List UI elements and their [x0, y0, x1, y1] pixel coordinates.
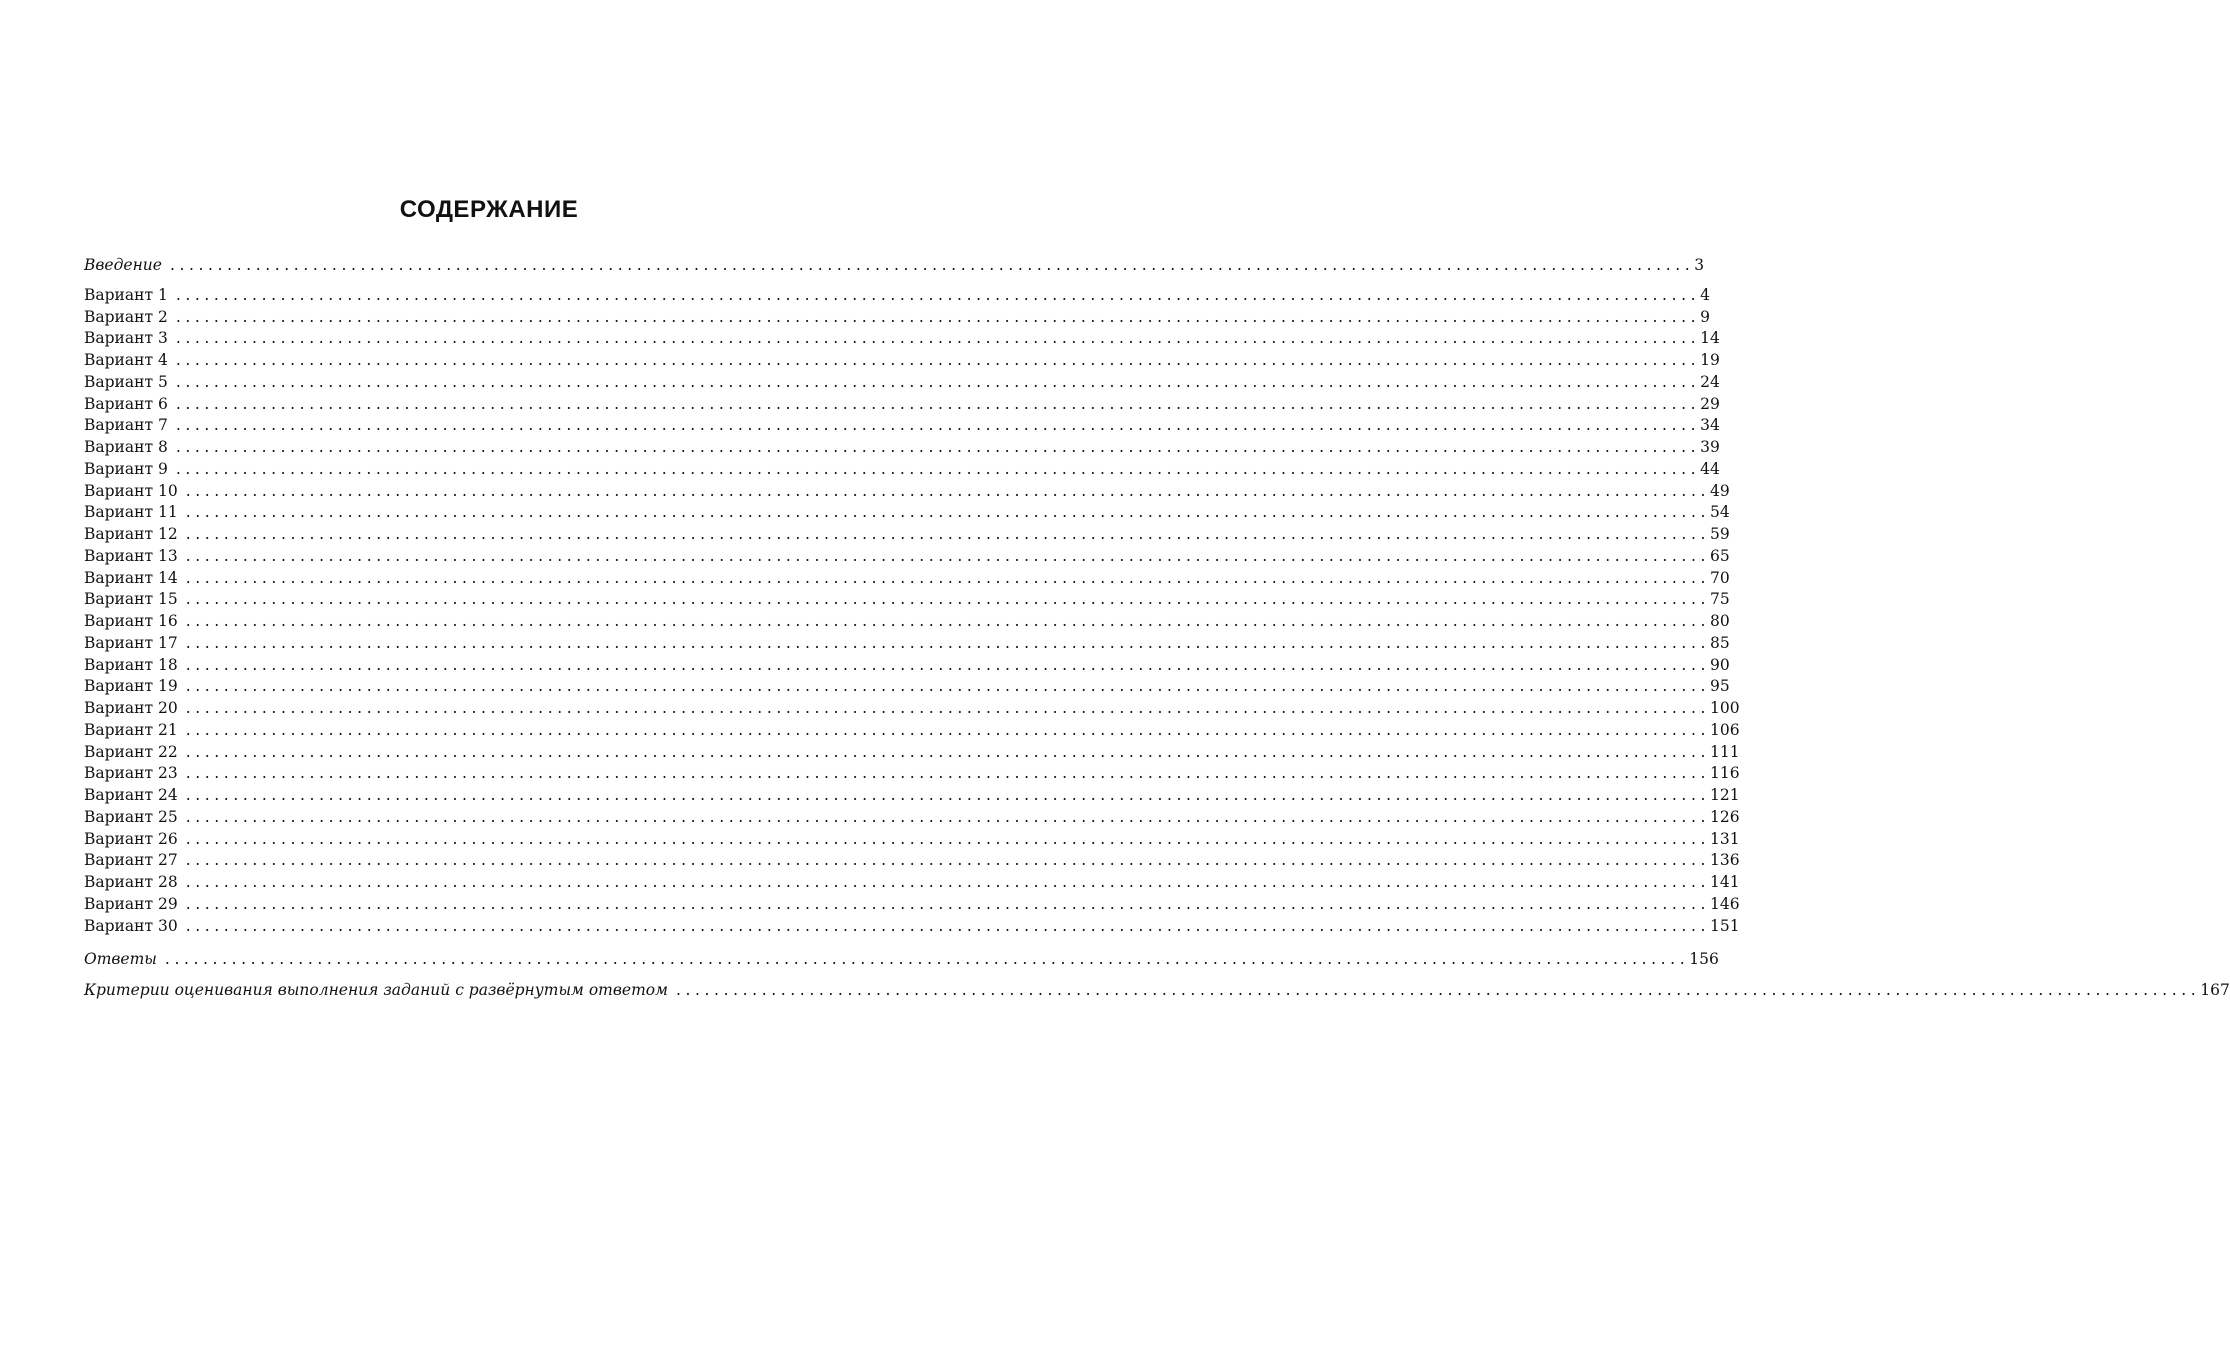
toc-entry-page: 167: [2200, 981, 2230, 999]
toc-entry-page: 90: [1710, 655, 1730, 674]
toc-entry-variant[interactable]: [84, 720, 1740, 742]
toc-entry-variant[interactable]: [84, 459, 1720, 481]
toc-entry-variant[interactable]: [84, 785, 1740, 807]
toc-entry-intro[interactable]: [84, 255, 1705, 277]
dot-leader: ................................................................................................................................................................: [185, 655, 1711, 674]
toc-entry-label: Вариант 4: [84, 351, 168, 369]
toc-entry-criteria[interactable]: [84, 980, 2230, 1002]
dot-leader: ................................................................................................................................................................: [185, 786, 1711, 804]
dot-leader: ................................................................................................................................................................: [175, 329, 1701, 348]
dot-leader: ................................................................................................................................................................: [185, 525, 1711, 543]
toc-entry-page: 24: [1700, 372, 1720, 391]
toc-entry-variant[interactable]: [84, 850, 1740, 872]
toc-entry-label: Вариант 20: [84, 699, 178, 717]
dot-leader: ................................................................................................................................................................: [175, 438, 1701, 456]
toc-entry-label: Вариант 8: [84, 438, 168, 456]
toc-entry-variant[interactable]: [84, 350, 1720, 372]
toc-entry-variant[interactable]: [84, 829, 1740, 851]
variant-list: [84, 285, 1740, 938]
toc-entry-variant[interactable]: [84, 872, 1740, 894]
toc-entry-label: Вариант 28: [84, 873, 178, 891]
toc-entry-variant[interactable]: [84, 698, 1740, 720]
toc-entry-variant[interactable]: [84, 415, 1720, 437]
page-title: СОДЕРЖАНИЕ: [399, 196, 579, 224]
toc-entry-page: 131: [1710, 829, 1740, 848]
toc-entry-label: Вариант 7: [84, 416, 168, 435]
toc-entry-variant[interactable]: [84, 394, 1720, 416]
toc-entry-label: Вариант 14: [84, 568, 178, 587]
toc-entry-page: 75: [1710, 590, 1730, 609]
toc-entry-variant[interactable]: [84, 676, 1730, 698]
toc-entry-label: Вариант 15: [84, 590, 178, 609]
toc-entry-page: 116: [1710, 764, 1740, 783]
toc-entry-label: Ответы: [84, 950, 157, 969]
toc-entry-label: Вариант 26: [84, 829, 178, 848]
toc-entry-page: 70: [1710, 568, 1730, 587]
toc-entry-label: Вариант 17: [84, 633, 178, 652]
toc-entry-page: 100: [1710, 699, 1740, 717]
toc-entry-label: Вариант 10: [84, 481, 178, 500]
dot-leader: ................................................................................................................................................................: [185, 677, 1711, 696]
toc-entry-variant[interactable]: [84, 611, 1730, 633]
dot-leader: ................................................................................................................................................................: [185, 873, 1711, 891]
toc-entry-variant[interactable]: [84, 546, 1730, 568]
toc-entry-label: Вариант 24: [84, 786, 178, 804]
toc-entry-label: Введение: [84, 256, 162, 274]
dot-leader: ................................................................................................................................................................: [185, 568, 1711, 587]
toc-entry-label: Вариант 30: [84, 916, 178, 935]
toc-entry-variant[interactable]: [84, 742, 1740, 764]
toc-entry-page: 59: [1710, 525, 1730, 543]
table-of-contents: [84, 255, 2230, 1002]
toc-entry-page: 80: [1710, 612, 1730, 630]
dot-leader: ................................................................................................................................................................: [175, 372, 1701, 391]
toc-entry-page: 3: [1694, 256, 1705, 274]
toc-entry-variant[interactable]: [84, 568, 1730, 590]
dot-leader: ................................................................................................................................................................: [175, 416, 1701, 435]
dot-leader: ................................................................................................................................................................: [185, 764, 1711, 783]
dot-leader: ................................................................................................................................................................: [185, 503, 1711, 522]
toc-entry-page: 9: [1700, 307, 1711, 326]
toc-entry-answers[interactable]: [84, 949, 1719, 971]
toc-entry-label: Вариант 27: [84, 851, 178, 870]
dot-leader: ................................................................................................................................................................: [175, 351, 1701, 369]
toc-entry-label: Вариант 6: [84, 394, 168, 413]
toc-entry-variant[interactable]: [84, 437, 1720, 459]
toc-entry-label: Вариант 18: [84, 655, 178, 674]
toc-entry-page: 136: [1710, 851, 1740, 870]
dot-leader: ................................................................................................................................................................: [675, 981, 2201, 999]
toc-entry-label: Критерии оценивания выполнения заданий с развёрнутым ответом: [84, 981, 668, 999]
toc-entry-variant[interactable]: [84, 328, 1720, 350]
dot-leader: ................................................................................................................................................................: [164, 950, 1690, 969]
toc-entry-label: Вариант 19: [84, 677, 178, 696]
dot-leader: ................................................................................................................................................................: [185, 894, 1711, 913]
toc-entry-variant[interactable]: [84, 307, 1711, 329]
toc-entry-label: Вариант 25: [84, 807, 178, 826]
dot-leader: ................................................................................................................................................................: [175, 394, 1701, 413]
toc-entry-variant[interactable]: [84, 481, 1730, 503]
toc-entry-page: 146: [1710, 894, 1740, 913]
toc-entry-label: Вариант 5: [84, 372, 168, 391]
toc-entry-label: Вариант 13: [84, 546, 178, 565]
dot-leader: ................................................................................................................................................................: [169, 256, 1695, 274]
dot-leader: ................................................................................................................................................................: [185, 699, 1711, 717]
toc-entry-variant[interactable]: [84, 372, 1720, 394]
toc-entry-label: Вариант 2: [84, 307, 168, 326]
toc-entry-label: Вариант 16: [84, 612, 178, 630]
dot-leader: ................................................................................................................................................................: [185, 481, 1711, 500]
toc-entry-variant[interactable]: [84, 763, 1740, 785]
toc-entry-page: 49: [1710, 481, 1730, 500]
toc-entry-page: 14: [1700, 329, 1720, 348]
toc-entry-variant[interactable]: [84, 633, 1730, 655]
toc-entry-page: 106: [1710, 720, 1740, 739]
toc-entry-variant[interactable]: [84, 285, 1711, 307]
dot-leader: ................................................................................................................................................................: [185, 633, 1711, 652]
dot-leader: ................................................................................................................................................................: [185, 851, 1711, 870]
toc-entry-label: Вариант 22: [84, 742, 178, 761]
dot-leader: ................................................................................................................................................................: [175, 285, 1701, 304]
dot-leader: ................................................................................................................................................................: [175, 459, 1701, 478]
toc-entry-variant[interactable]: [84, 894, 1740, 916]
dot-leader: ................................................................................................................................................................: [185, 546, 1711, 565]
toc-entry-variant[interactable]: [84, 502, 1730, 524]
dot-leader: ................................................................................................................................................................: [185, 829, 1711, 848]
toc-entry-page: 141: [1710, 873, 1740, 891]
dot-leader: ................................................................................................................................................................: [185, 742, 1711, 761]
toc-entry-label: Вариант 23: [84, 764, 178, 783]
toc-entry-page: 34: [1700, 416, 1720, 435]
toc-entry-variant[interactable]: [84, 655, 1730, 677]
toc-entry-label: Вариант 9: [84, 459, 168, 478]
toc-entry-page: 151: [1710, 916, 1740, 935]
toc-entry-variant[interactable]: [84, 524, 1730, 546]
dot-leader: ................................................................................................................................................................: [185, 720, 1711, 739]
toc-entry-label: Вариант 29: [84, 894, 178, 913]
toc-entry-page: 65: [1710, 546, 1730, 565]
toc-entry-variant[interactable]: [84, 916, 1740, 938]
dot-leader: ................................................................................................................................................................: [185, 590, 1711, 609]
dot-leader: ................................................................................................................................................................: [175, 307, 1701, 326]
toc-entry-label: Вариант 1: [84, 285, 168, 304]
dot-leader: ................................................................................................................................................................: [185, 807, 1711, 826]
dot-leader: ................................................................................................................................................................: [185, 612, 1711, 630]
toc-entry-label: Вариант 21: [84, 720, 178, 739]
toc-entry-page: 156: [1689, 950, 1719, 969]
toc-entry-page: 111: [1710, 742, 1740, 761]
toc-entry-page: 4: [1700, 285, 1711, 304]
toc-entry-page: 29: [1700, 394, 1720, 413]
toc-entry-page: 95: [1710, 677, 1730, 696]
toc-entry-page: 121: [1710, 786, 1740, 804]
toc-entry-page: 85: [1710, 633, 1730, 652]
dot-leader: ................................................................................................................................................................: [185, 916, 1711, 935]
toc-entry-variant[interactable]: [84, 807, 1740, 829]
toc-entry-page: 19: [1700, 351, 1720, 369]
toc-entry-label: Вариант 11: [84, 503, 178, 522]
toc-entry-page: 126: [1710, 807, 1740, 826]
toc-entry-variant[interactable]: [84, 589, 1730, 611]
toc-entry-label: Вариант 3: [84, 329, 168, 348]
toc-entry-page: 54: [1710, 503, 1730, 522]
toc-entry-page: 44: [1700, 459, 1720, 478]
toc-entry-page: 39: [1700, 438, 1720, 456]
toc-entry-label: Вариант 12: [84, 525, 178, 543]
